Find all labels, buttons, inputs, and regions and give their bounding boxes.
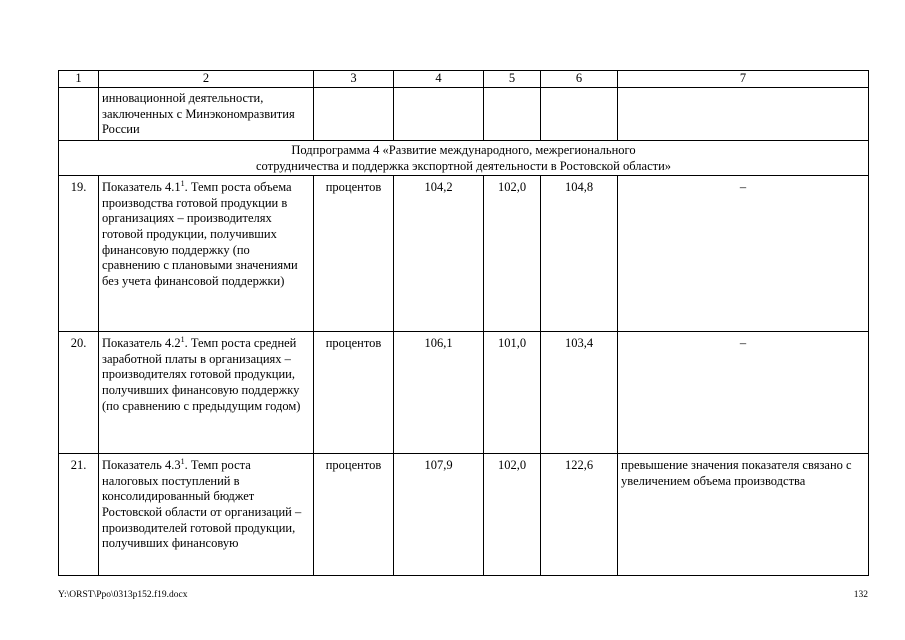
row-number <box>59 88 99 141</box>
value-cell: 122,6 <box>541 454 618 576</box>
unit-cell: процентов <box>314 332 394 454</box>
file-path: Y:\ORST\Ppo\0313p152.f19.docx <box>58 590 188 600</box>
footnote-mark: 1 <box>180 457 185 467</box>
indicator-text: инновационной деятельности, заключенных с Минэкономразвития России <box>99 88 314 141</box>
value-cell: 106,1 <box>394 332 484 454</box>
indicator-text <box>99 454 314 576</box>
table-row <box>59 454 869 576</box>
indicator-label: Показатель 4.1 <box>102 180 181 195</box>
subprogram-title <box>59 141 869 176</box>
indicator-label: Показатель 4.2 <box>102 336 181 351</box>
column-number-row <box>59 71 869 88</box>
row-number: 19. <box>59 176 99 332</box>
indicator-label: Показатель 4.3 <box>102 458 181 473</box>
value-cell: 102,0 <box>484 176 541 332</box>
page-footer <box>58 590 868 600</box>
value-cell: 104,8 <box>541 176 618 332</box>
value-cell <box>394 88 484 141</box>
value-cell <box>541 88 618 141</box>
unit-cell: процентов <box>314 176 394 332</box>
indicator-text <box>99 176 314 332</box>
value-cell <box>484 88 541 141</box>
unit-cell: процентов <box>314 454 394 576</box>
indicator-description: . Темп роста объема производства готовой продукции в организациях – производителях готовой продукции, получивших финансовую поддержку (по сравнению с плановыми значениями без учета финансовой поддержки) <box>102 180 298 288</box>
subprogram-title-line: сотрудничества и поддержка экспортной деятельности в Ростовской области» <box>255 158 672 173</box>
note-cell: превышение значения показателя связано с увеличением объема производства <box>618 454 869 576</box>
note-cell <box>618 88 869 141</box>
page-number: 132 <box>853 590 868 600</box>
footnote-mark: 1 <box>180 179 185 189</box>
note-cell: – <box>618 332 869 454</box>
column-number: 3 <box>314 71 394 88</box>
value-cell: 103,4 <box>541 332 618 454</box>
indicator-description: . Темп роста налоговых поступлений в консолидированный бюджет Ростовской области от организаций – производителей готовой продукции, получивших финансовую <box>102 458 302 551</box>
table-row-continued <box>59 88 869 141</box>
row-number: 21. <box>59 454 99 576</box>
table-row <box>59 176 869 332</box>
note-cell: – <box>618 176 869 332</box>
value-cell: 107,9 <box>394 454 484 576</box>
section-header-row <box>59 141 869 176</box>
value-cell: 102,0 <box>484 454 541 576</box>
column-number: 4 <box>394 71 484 88</box>
indicators-table <box>58 70 869 576</box>
subprogram-title-line: Подпрограмма 4 «Развитие международного, межрегионального <box>291 143 636 157</box>
value-cell: 101,0 <box>484 332 541 454</box>
value-cell: 104,2 <box>394 176 484 332</box>
indicator-text <box>99 332 314 454</box>
row-number: 20. <box>59 332 99 454</box>
unit-cell <box>314 88 394 141</box>
table-row <box>59 332 869 454</box>
column-number: 7 <box>618 71 869 88</box>
column-number: 1 <box>59 71 99 88</box>
indicator-description: . Темп роста средней заработной платы в организациях – производителях готовой продукции, получивших финансовую поддержку (по сравнению с предыдущим годом) <box>102 336 301 413</box>
column-number: 2 <box>99 71 314 88</box>
column-number: 6 <box>541 71 618 88</box>
footnote-mark: 1 <box>180 335 185 345</box>
column-number: 5 <box>484 71 541 88</box>
